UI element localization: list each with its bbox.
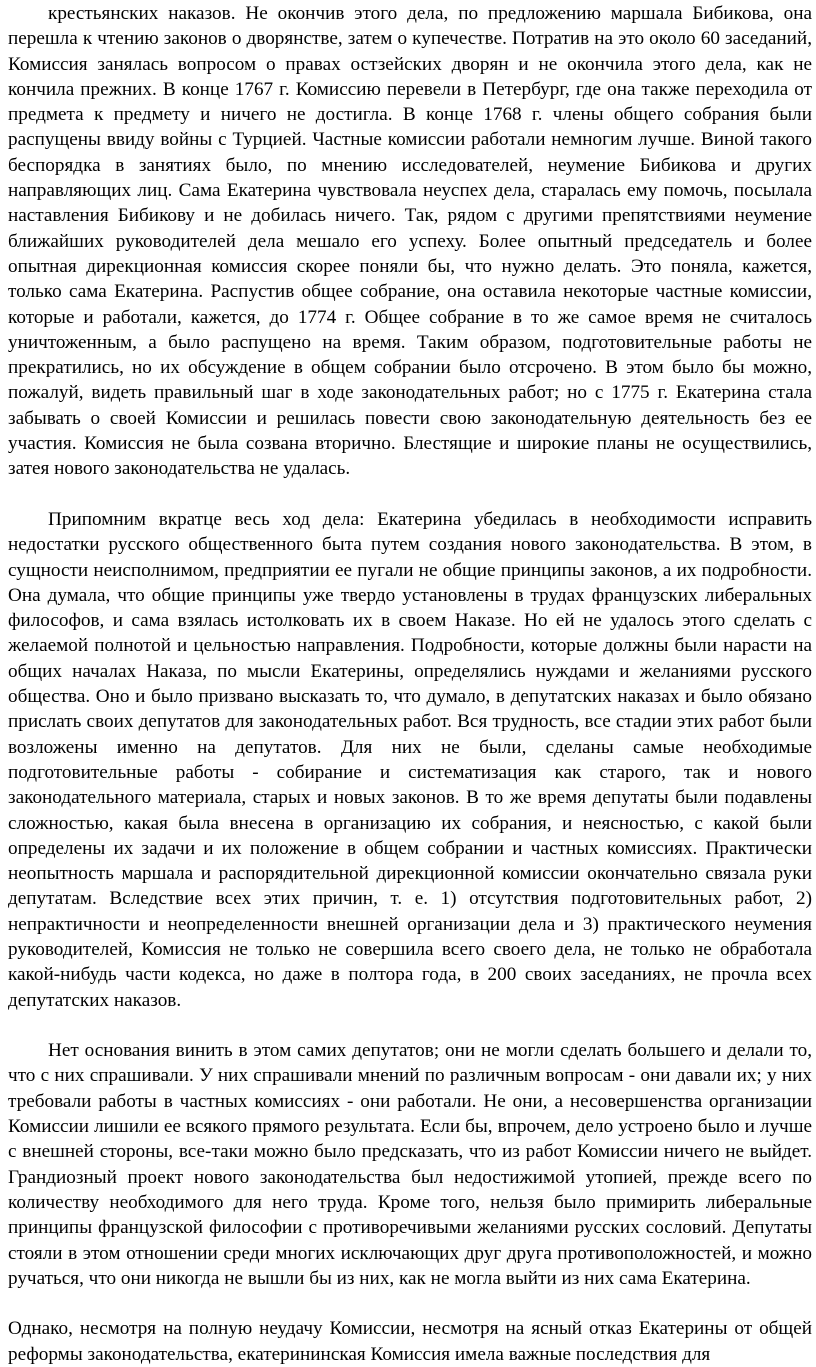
paragraph-spacer bbox=[8, 1291, 812, 1316]
paragraph-spacer bbox=[8, 482, 812, 507]
paragraph: Припомним вкратце весь ход дела: Екатерина убедилась в необходимости исправить недостатки русского общественного быта путем создания нового законодательства. В этом, в сущности неисполнимом, предприятии ее пугали не общие принципы законов, а их подробности. Она думала, что общие принципы уже твердо установлены в трудах французских либеральных философов, и сама взялась истолковать их в своем Наказе. Но ей не удалось этого сделать с желаемой полнотой и цельностью направления. Подробности, которые должны были нарасти на общих началах Наказа, по мысли Екатерины, определялись нуждами и желаниями русского общества. Оно и было призвано высказать то, что думало, в депутатских наказах и было обязано прислать своих депутатов для законодательных работ. Вся трудность, все стадии этих работ были возложены именно на депутатов. Для них не были, сделаны самые необходимые подготовительные работы - собирание и систематизация как старого, так и нового законодательного материала, старых и новых законов. В то же время депутаты были подавлены сложностью, какая была внесена в организацию их собрания, и неясностью, с какой были определены их задачи и их положение в общем собрании и частных комиссиях. Практически неопытность маршала и распорядительной дирекционной комиссии окончательно связала руки депутатам. Вследствие всех этих причин, т. е. 1) отсутствия подготовительных работ, 2) непрактичности и неопределенности внешней организации дела и 3) практического неумения руководителей, Комиссия не только не совершила всего своего дела, не только не обработала какой-нибудь части кодекса, но даже в полтора года, в 200 своих заседаниях, не прочла всех депутатских наказов. bbox=[8, 508, 812, 1011]
paragraph-spacer bbox=[8, 1013, 812, 1038]
paragraph-continued: крестьянских наказов. Не окончив этого дела, по предложению маршала Бибикова, она перешла к чтению законов о дворянстве, затем о купечестве. Потратив на это около 60 заседаний, Комиссия занялась вопросом о правах остзейских дворян и не окончила этого дела, как не кончила прежних. В конце 1767 г. Комиссию перевели в Петербург, где она также переходила от предмета к предмету и ничего не достигла. В конце 1768 г. члены общего собрания были распущены ввиду войны с Турцией. Частные комиссии работали немногим лучше. Виной такого беспорядка в занятиях было, по мнению исследователей, неумение Бибикова и других направляющих лиц. Сама Екатерина чувствовала неуспех дела, старалась ему помочь, посылала наставления Бибикову и не добилась ничего. Так, рядом с другими препятствиями неумение ближайших руководителей дела мешало его успеху. Более опытный председатель и более опытная дирекционная комиссия скорее поняли бы, что нужно делать. Это поняла, кажется, только сама Екатерина. Распустив общее собрание, она оставила некоторые частные комиссии, которые и работали, кажется, до 1774 г. Общее собрание в то же самое время не считалось уничтоженным, а было распущено на время. Таким образом, подготовительные работы не прекратились, но их обсуждение в общем собрании было отсрочено. В этом было бы можно, пожалуй, видеть правильный шаг в ходе законодательных работ; но с 1775 г. Екатерина стала забывать о своей Комиссии и решилась повести свою законодательную деятельность без ее участия. Комиссия не была созвана вторично. Блестящие и широкие планы не осуществились, затея нового законодательства не удалась. bbox=[8, 3, 812, 480]
document-body bbox=[8, 1, 812, 1367]
paragraph: Нет основания винить в этом самих депутатов; они не могли сделать большего и делали то, что с них спрашивали. У них спрашивали мнений по различным вопросам - они давали их; у них требовали работы в частных комиссиях - они работали. Не они, а несовершенства организации Комиссии лишили ее всякого прямого результата. Если бы, впрочем, дело устроено было и лучше с внешней стороны, все-таки можно было предсказать, что из работ Комиссии ничего не выйдет. Грандиозный проект нового законодательства был недостижимой утопией, прежде всего по количеству необходимого для него труда. Кроме того, нельзя было примирить либеральные принципы французской философии с противоречивыми желаниями русских сословий. Депутаты стояли в этом отношении среди многих исключающих друг друга противоположностей, и можно ручаться, что они никогда не вышли бы из них, как не могла выйти из них сама Екатерина. bbox=[8, 1040, 812, 1289]
paragraph-last: Однако, несмотря на полную неудачу Комиссии, несмотря на ясный отказ Екатерины от общей реформы законодательства, екатерининская Комиссия имела важные последствия для bbox=[8, 1318, 812, 1365]
